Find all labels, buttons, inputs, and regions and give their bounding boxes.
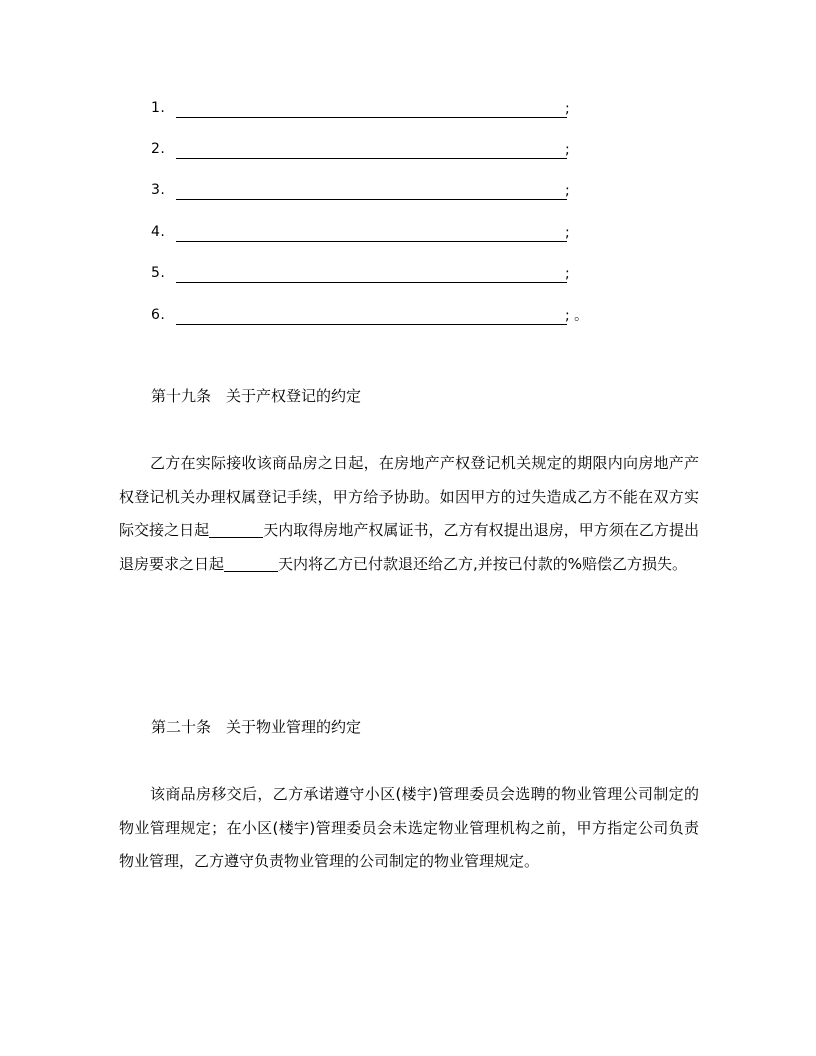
article-19-heading: 第十九条 关于产权登记的约定: [151, 387, 362, 405]
item-number: 1.: [151, 100, 166, 116]
paragraph-text: 天内将乙方已付款退还给乙方,并按已付款的%赔偿乙方损失。: [278, 554, 688, 573]
fill-in-line: [176, 117, 567, 118]
paragraph-text: 乙方在实际接收该商品房之日起，在房地产产权登记机关规定的期限内向房地产产权登记机关办理权属登记手续，甲方给予协助。如因甲方的过失造成乙方不能在双方实际交接之日起: [119, 454, 699, 539]
fill-in-line: [176, 158, 567, 159]
article-20-paragraph: [119, 778, 699, 879]
item-ending: ;: [565, 183, 570, 199]
fill-in-line: [176, 241, 567, 242]
item-ending: ;: [565, 225, 570, 241]
paragraph-text: 天内取得房地产权属证书，乙方有权提出退房，甲方须在乙方提出退房要求之日起: [119, 521, 699, 573]
item-number: 4.: [151, 224, 166, 240]
blank-item-1: [151, 98, 611, 122]
item-ending: ;: [565, 266, 570, 282]
item-ending: ; 。: [565, 308, 589, 324]
blank-item-3: [151, 180, 611, 204]
item-number: 3.: [151, 182, 166, 198]
days-blank: [224, 556, 278, 572]
fill-in-line: [176, 324, 567, 325]
blank-item-5: [151, 263, 611, 287]
article-19-paragraph: [119, 447, 699, 581]
blank-item-4: [151, 222, 611, 246]
item-number: 5.: [151, 265, 166, 281]
paragraph-text: 该商品房移交后，乙方承诺遵守小区(楼宇)管理委员会选聘的物业管理公司制定的物业管理规定；在小区(楼宇)管理委员会未选定物业管理机构之前，甲方指定公司负责物业管理，乙方遵守负责物业管理的公司制定的物业管理规定。: [119, 785, 699, 870]
item-number: 6.: [151, 307, 166, 323]
blank-item-2: [151, 139, 611, 163]
fill-in-line: [176, 282, 567, 283]
days-blank: [209, 522, 263, 538]
item-ending: ;: [565, 142, 570, 158]
fill-in-line: [176, 199, 567, 200]
article-20-heading: 第二十条 关于物业管理的约定: [151, 718, 362, 736]
blank-item-6: [151, 305, 611, 329]
item-ending: ;: [565, 101, 570, 117]
item-number: 2.: [151, 141, 166, 157]
